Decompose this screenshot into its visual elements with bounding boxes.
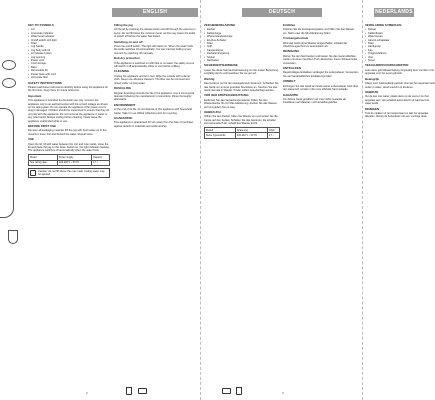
section-heading: REINIGEN bbox=[365, 106, 379, 111]
section-heading: Important bbox=[28, 93, 42, 98]
section-heading: Wichtig bbox=[204, 76, 215, 81]
section-heading: Filling the jug bbox=[114, 23, 133, 27]
list-item: • Griff bbox=[204, 45, 280, 48]
paragraph: Please read these instructions carefully before using the appliance for the first time. Keep them for future reference. bbox=[28, 85, 109, 93]
paragraph: Lift the lid by pressing the release button and fill through the opening or spout. Do not fill below the minimum level, as this may cause the kettle to switch off before the water has boiled. bbox=[114, 28, 196, 39]
table-cell: See rating plate bbox=[29, 160, 58, 165]
table-cell: Spannung bbox=[235, 128, 267, 133]
list-item: • Filter bbox=[365, 42, 435, 45]
weee-bin-icon bbox=[236, 387, 242, 395]
appliance-illustration bbox=[0, 60, 24, 250]
list-item: • Filter bbox=[204, 42, 280, 45]
paragraph: Unplug the appliance and let it cool. Wipe the outside with a damp cloth. Never use abrasive cleaners. The filter can be removed and rinsed under running water. bbox=[114, 74, 190, 85]
section-heading: GARANTIE bbox=[283, 92, 299, 97]
illustration-part bbox=[0, 108, 14, 218]
section-heading: REINIGUNG bbox=[283, 49, 300, 54]
illustration-part bbox=[2, 78, 16, 88]
table-cell: Model bbox=[29, 155, 58, 160]
ce-mark-icon bbox=[222, 388, 231, 394]
paragraph: Wird das Gerät ohne Wasser eingeschaltet, schaltet der Überhitzungsschutz es automatisch ab. bbox=[283, 41, 348, 49]
paragraph: Alleen voor huishoudelijk gebruik. Dompel het apparaat nooit onder in water. Houd toezicht op kinderen. bbox=[365, 82, 435, 89]
paragraph: Regelmäßiges Entkalken verlängert die Lebensdauer. Verwenden Sie ein handelsübliches Entkalkungsmittel. bbox=[283, 71, 359, 78]
section-heading: ENVIRONMENT bbox=[114, 102, 136, 107]
illustration-part bbox=[8, 230, 18, 244]
paragraph: This appliance is guaranteed for two years from the date of purchase against defects in materials and workmanship. bbox=[114, 121, 194, 128]
paragraph: Lees deze gebruiksaanwijzing zorgvuldig door voordat u het apparaat voor het eerst gebruikt. bbox=[365, 68, 434, 76]
section-heading: SICHERHEITSHINWEISE bbox=[204, 63, 238, 68]
table-cell: Capacity bbox=[91, 155, 109, 160]
paragraph: Das Gerät ist nur für den Hausgebrauch bestimmt. Schließen Sie das Gerät nur an eine geerdete Steckdose an. Tauchen Sie das Gerät niemals in Wasser. Kinder sollten beaufsichtigt werden. bbox=[204, 82, 279, 92]
list-item: • Cord storage bbox=[28, 62, 110, 65]
text-column bbox=[204, 22, 280, 386]
page-number: 2 bbox=[86, 391, 88, 395]
ce-mark-icon bbox=[138, 388, 147, 394]
section-heading: KEY TO SYMBOLS bbox=[28, 23, 54, 27]
table-row bbox=[205, 133, 280, 138]
list-item: • Waterniveau bbox=[365, 35, 435, 38]
section-heading: Boil-dry protection bbox=[114, 56, 140, 61]
section-heading: VERKLARING SYMBOLEN bbox=[365, 23, 402, 27]
paragraph: Öffnen Sie den Deckel, füllen Sie Wasser ein und setzen Sie die Kanne auf den Sockel. Schalten Sie das Gerät ein. Es schaltet sich automatisch ab, sobald das Wasser kocht. bbox=[204, 115, 278, 126]
section-heading: Belangrijk bbox=[365, 76, 379, 81]
list-item: • Ontgrendelknop bbox=[365, 52, 435, 55]
table-cell: Power supply bbox=[58, 155, 92, 160]
list-item: • Jug handle bbox=[28, 45, 110, 48]
list-item: • Voet bbox=[365, 56, 435, 59]
section-heading: GEBRAUCH bbox=[204, 109, 221, 114]
table-cell: Inhalt bbox=[267, 128, 279, 133]
page-dutch bbox=[364, 0, 435, 400]
section-heading: SAFETY INSTRUCTIONS bbox=[28, 80, 62, 85]
list-item: • Snoer bbox=[365, 59, 435, 62]
list-item: • Base bbox=[28, 66, 110, 69]
list-item: • Power base with cord bbox=[28, 73, 110, 76]
paragraph: Remove all packaging material. Fill the jug with fresh water up to the maximum level, boil and discard the water. Repeat twice. bbox=[28, 129, 107, 136]
section-heading: GUARANTEE bbox=[114, 115, 133, 120]
spec-table bbox=[28, 154, 110, 166]
paragraph: Vul de kan met water, plaats deze op de voet en zet het apparaat aan. Het schakelt automatisch uit wanneer het water kookt. bbox=[365, 95, 430, 106]
section-heading: BEFORE FIRST USE bbox=[28, 123, 56, 128]
section-heading: VOR DER ERSTEN BENUTZUNG bbox=[204, 93, 249, 98]
list-item: • Deckelentriegelung bbox=[204, 52, 280, 55]
page-english bbox=[26, 0, 198, 400]
language-header: ENGLISH bbox=[112, 8, 198, 17]
illustration-part bbox=[2, 60, 16, 70]
symbol-list bbox=[365, 28, 435, 62]
spec-table bbox=[204, 127, 280, 139]
list-item: • Aan/uit-schakelaar bbox=[365, 39, 435, 42]
list-item: • Anti-scale filter bbox=[28, 76, 110, 79]
symbol-list bbox=[28, 28, 110, 79]
list-item: • Ein/Aus-Schalter bbox=[204, 39, 280, 42]
list-item: • Kalkanzeige bbox=[204, 32, 280, 35]
list-item: • On/off switch with light bbox=[28, 39, 110, 42]
paragraph: Entsorgen Sie das Gerät am Ende seiner Lebensdauer nicht über den Hausmüll, sondern über eine offizielle Sammelstelle. bbox=[283, 84, 359, 92]
paragraph: Press the on/off switch. The light will switch on. When the water boils the kettle switches off automatically. You can interrupt boiling at any moment by switching off manually. bbox=[114, 45, 193, 55]
list-item: • Kalkindicator bbox=[365, 32, 435, 35]
paragraph: Open the lid, fill with water between the min and max marks, close the lid and place the jug on the base. Switch on; the light indicates heating. The appliance switches off automatically when the water boils. bbox=[28, 142, 110, 153]
section-heading: GEBRUIK bbox=[365, 89, 379, 94]
section-heading: DESCALING bbox=[114, 86, 132, 91]
paragraph: Trek de stekker uit het stopcontact en laat het apparaat afkoelen. Reinig de buitenkant met een vochtige doek. bbox=[365, 111, 429, 119]
weee-bin-icon bbox=[126, 387, 132, 395]
symbol-list bbox=[204, 28, 280, 62]
list-item: • Power cord bbox=[28, 59, 110, 62]
paragraph: Drücken Sie die Entriegelungstaste und füllen Sie das Wasser ein. Nicht unter die Min-Markierung füllen. bbox=[283, 28, 355, 35]
section-heading: CLEANING bbox=[114, 69, 130, 74]
list-item: • Wasserstandsanzeige bbox=[204, 35, 280, 38]
text-column bbox=[28, 22, 110, 386]
paragraph: This appliance is intended for domestic use only. Connect the appliance only to an earthed socket with the correct voltage as shown on the rating plate. Do not operate the appliance if the power cord or plug is damaged. Children should be supervised to ensure that they do not play with the appliance. Do not immerse the appliance in water or any other liquid. Always unplug before cleaning. Never leave the appliance unattended while in use. bbox=[28, 99, 110, 123]
section-heading: Switching on and off bbox=[114, 39, 143, 44]
language-header: NEDERLANDS bbox=[375, 9, 413, 15]
language-header: DEUTSCH bbox=[242, 8, 322, 17]
list-item: • Netzkabel bbox=[204, 59, 280, 62]
paragraph: At the end of its life, do not dispose of this appliance with household waste. Take it to an official collection point for recycling. bbox=[114, 108, 192, 115]
paragraph: Für dieses Gerät gewähren wir zwei Jahre Garantie ab Kaufdatum auf Material- und Herstellungsfehler. bbox=[283, 97, 346, 105]
list-item: • Lid bbox=[28, 28, 110, 31]
list-item: • Handgreep bbox=[365, 45, 435, 48]
section-heading: USE bbox=[28, 137, 34, 142]
page-number: 3 bbox=[282, 391, 284, 395]
paragraph: Ziehen Sie den Netzstecker und lassen Sie das Gerät abkühlen. Außen mit einem feuchten Tuch abwischen. Keine Scheuermittel verwenden. bbox=[283, 54, 358, 65]
list-item: • Limescale indicator bbox=[28, 32, 110, 35]
section-heading: ZEICHENERKLÄRUNG bbox=[204, 23, 236, 27]
list-item: • Filter bbox=[28, 42, 110, 45]
table-row bbox=[29, 160, 110, 165]
page-fold bbox=[362, 0, 363, 400]
warning-text: Caution: do not fill above the max mark, boiling water may be ejected. bbox=[38, 169, 105, 177]
warning-icon bbox=[30, 170, 36, 176]
paragraph: If the appliance is switched on with little or no water, the safety cut-out will switch it off automatically. Allow to cool before refilling. bbox=[114, 61, 195, 69]
table-cell: 1,7 l bbox=[267, 133, 279, 138]
page-german bbox=[202, 0, 360, 400]
table-cell: Modell bbox=[205, 128, 236, 133]
warning-box bbox=[28, 168, 110, 179]
list-item: • Water level indicator bbox=[28, 35, 110, 38]
list-item: • Jug opening bbox=[28, 56, 110, 59]
list-item: • Lid release button bbox=[28, 52, 110, 55]
list-item: • Jug body with lid bbox=[28, 49, 110, 52]
page-fold bbox=[200, 0, 201, 400]
section-heading: Einfüllen bbox=[283, 23, 296, 27]
list-item: • Deksel bbox=[365, 28, 435, 31]
paragraph: Entfernen Sie das Verpackungsmaterial. Füllen Sie den Wasserkocher bis zur Max-Markierung, kochen Sie das Wasser auf und gießen Sie es weg. bbox=[204, 98, 277, 109]
section-heading: UMWELT bbox=[283, 79, 296, 84]
section-heading: Trockengehschutz bbox=[283, 36, 309, 41]
text-column bbox=[114, 22, 196, 386]
text-column bbox=[283, 22, 359, 386]
list-item: • Removable lid bbox=[28, 69, 110, 72]
list-item: • Deckel bbox=[204, 28, 280, 31]
table-cell: 220-240 V ~ 50 Hz bbox=[58, 160, 92, 165]
text-column bbox=[365, 22, 435, 386]
section-heading: VEILIGHEIDSVOORSCHRIFTEN bbox=[365, 63, 409, 68]
section-heading: ENTKALKEN bbox=[283, 66, 301, 71]
table-cell: Siehe Typenschild bbox=[205, 133, 236, 138]
paragraph: Lesen Sie diese Gebrauchsanweisung vor der ersten Benutzung sorgfältig durch und bewahren Sie sie gut auf. bbox=[204, 68, 279, 76]
paragraph: Regular descaling extends the life of the appliance. Use a commercial descaler following the manufacturer's instructions. Rinse thoroughly afterwards. bbox=[114, 91, 195, 102]
table-cell: 220-240 V ~ 50 Hz bbox=[235, 133, 267, 138]
table-cell: 1.7 l bbox=[91, 160, 109, 165]
list-item: • Sockel bbox=[204, 56, 280, 59]
list-item: • Kan bbox=[365, 49, 435, 52]
list-item: • Kannenkörper bbox=[204, 49, 280, 52]
